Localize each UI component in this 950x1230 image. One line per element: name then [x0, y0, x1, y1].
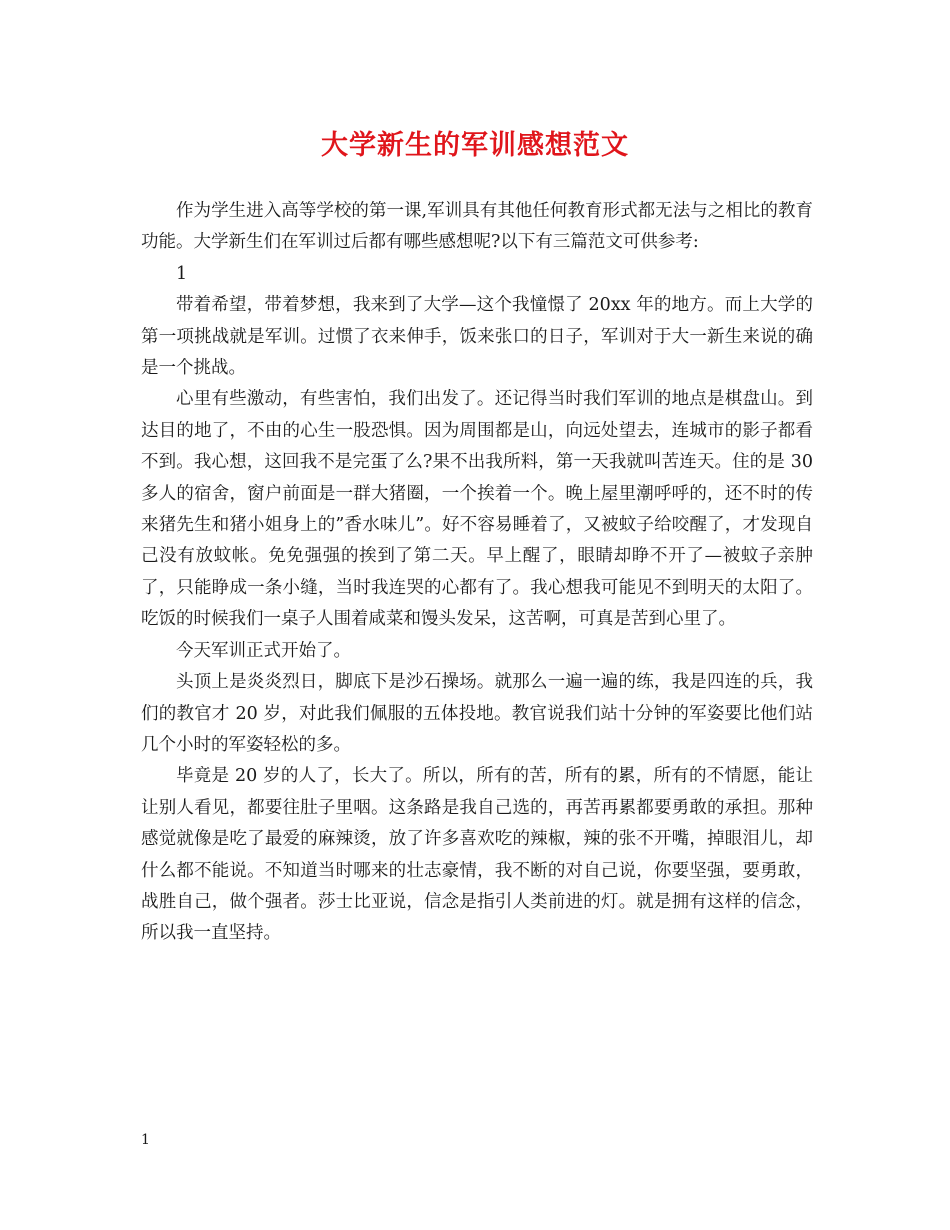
- document-body: [141, 196, 813, 950]
- body-paragraph: 心里有些激动，有些害怕，我们出发了。还记得当时我们军训的地点是棋盘山。到达目的地了，不由的心生一股恐惧。因为周围都是山，向远处望去，连城市的影子都看不到。我心想，这回我不是完蛋了么?果不出我所料，第一天我就叫苦连天。住的是 30 多人的宿舍，窗户前面是一群大猪圈，一个挨着一个。晚上屋里潮呼呼的，还不时的传来猪先生和猪小姐身上的”香水味儿”。好不容易睡着了，又被蚊子给咬醒了，才发现自己没有放蚊帐。免免强强的挨到了第二天。早上醒了，眼睛却睁不开了—被蚊子亲肿了，只能睁成一条小缝，当时我连哭的心都有了。我心想我可能见不到明天的太阳了。吃饭的时候我们一桌子人围着咸菜和馒头发呆，这苦啊，可真是苦到心里了。: [141, 389, 813, 630]
- body-paragraph: 头顶上是炎炎烈日，脚底下是沙石操场。就那么一遍一遍的练，我是四连的兵，我们的教官才 20 岁，对此我们佩服的五体投地。教官说我们站十分钟的军姿要比他们站几个小时的军姿轻松的多。: [141, 672, 813, 755]
- body-paragraph: 毕竟是 20 岁的人了，长大了。所以，所有的苦，所有的累，所有的不情愿，能让让别人看见，都要往肚子里咽。这条路是我自己选的，再苦再累都要勇敢的承担。那种感觉就像是吃了最爱的麻辣烫，放了许多喜欢吃的辣椒，辣的张不开嘴，掉眼泪儿，却什么都不能说。不知道当时哪来的壮志豪情，我不断的对自己说，你要坚强，要勇敢，战胜自己，做个强者。莎士比亚说，信念是指引人类前进的灯。就是拥有这样的信念，所以我一直坚持。: [141, 766, 813, 944]
- document-title: 大学新生的军训感想范文: [321, 130, 629, 161]
- body-paragraph: 带着希望，带着梦想，我来到了大学—这个我憧憬了 20xx 年的地方。而上大学的第一项挑战就是军训。过惯了衣来伸手，饭来张口的日子，军训对于大一新生来说的确是一个挑战。: [141, 295, 813, 379]
- section-number: 1: [176, 263, 188, 284]
- page-number: 1: [141, 1132, 150, 1148]
- body-paragraph: 今天军训正式开始了。: [176, 640, 351, 661]
- intro-paragraph: 作为学生进入高等学校的第一课,军训具有其他任何教育形式都无法与之相比的教育功能。大学新生们在军训过后都有哪些感想呢?以下有三篇范文可供参考:: [141, 201, 813, 253]
